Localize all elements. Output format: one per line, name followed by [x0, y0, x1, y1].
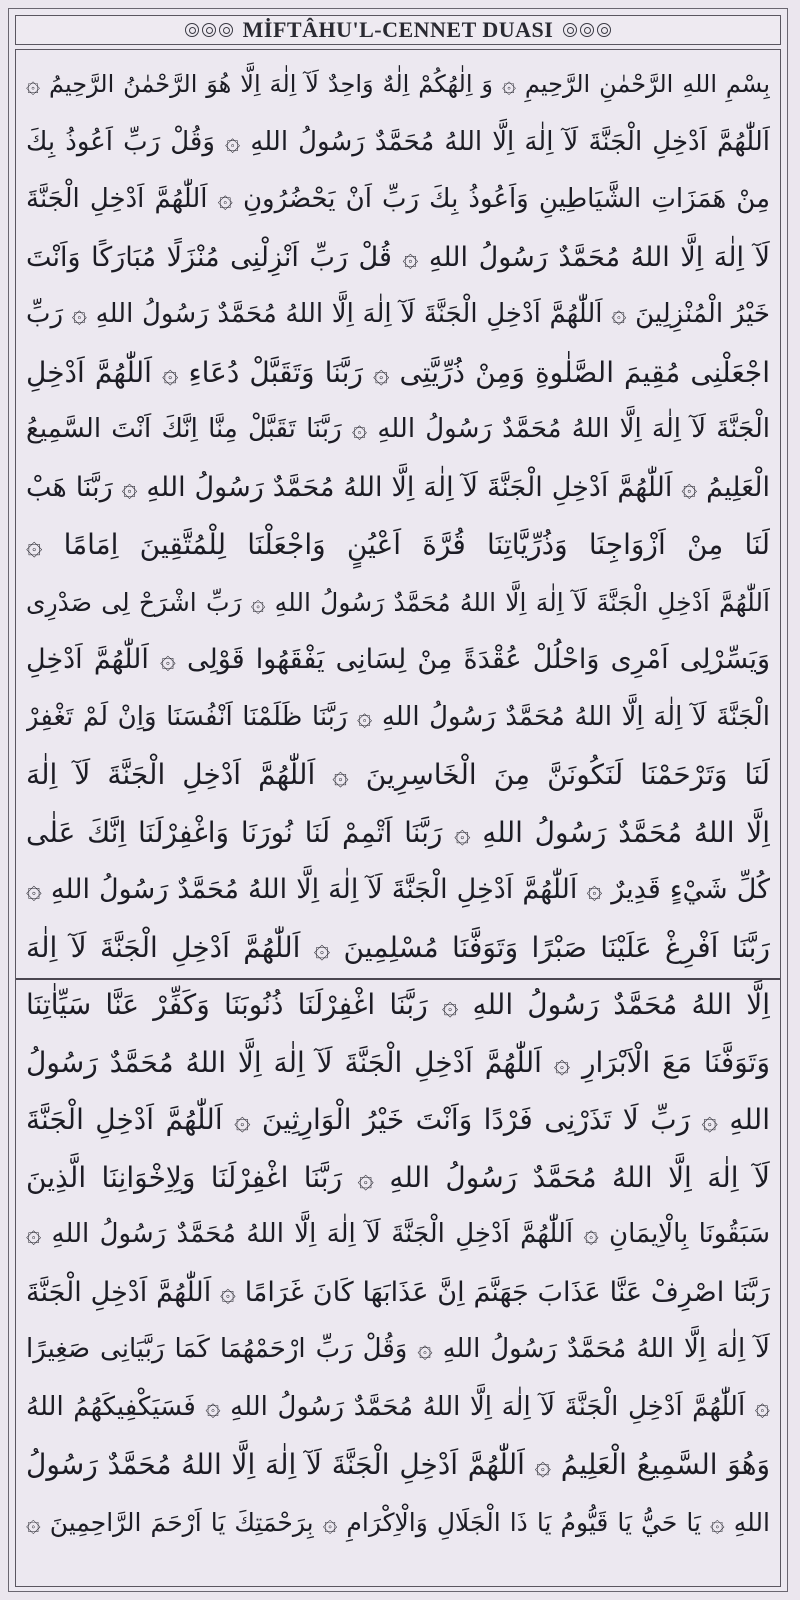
prayer-line: لَآ اِلٰهَ اِلَّا اللهُ مُحَمَّدٌ رَسُولُ اللهِ ۞ قُلْ رَبِّ اَنْزِلْنِى مُنْزَلًا مُبَارَكًا وَاَنْتَ: [26, 241, 770, 273]
prayer-line: سَبَقُونَا بِالْاِيمَانِ ۞ اَللّٰهُمَّ اَدْخِلِ الْجَنَّةَ لَآ اِلٰهَ اِلَّا اللهُ مُحَمَّدٌ رَسُولُ اللهِ ۞: [26, 1219, 770, 1249]
prayer-line: لَنَا مِنْ اَزْوَاجِنَا وَذُرِّيَّاتِنَا قُرَّةَ اَعْيُنٍ وَاجْعَلْنَا لِلْمُتَّقِينَ اِمَامًا ۞: [26, 528, 770, 561]
prayer-line: اَللّٰهُمَّ اَدْخِلِ الْجَنَّةَ لَآ اِلٰهَ اِلَّا اللهُ مُحَمَّدٌ رَسُولُ اللهِ ۞ رَبِّ اشْرَحْ لِى صَدْرِى: [26, 587, 770, 617]
rosette-icon: [563, 23, 577, 37]
prayer-line: اللهِ ۞ رَبِّ لَا تَذَرْنِى فَرْدًا وَاَنْتَ خَيْرُ الْوَارِثِينَ ۞ اَللّٰهُمَّ اَدْخِلِ الْجَنَّةَ: [26, 1103, 770, 1136]
rosette-icon: [219, 23, 233, 37]
prayer-line: مِنْ هَمَزَاتِ الشَّيَاطِينِ وَاَعُوذُ بِكَ رَبِّ اَنْ يَحْضُرُونِ ۞ اَللّٰهُمَّ اَدْخِلِ الْجَنَّةَ: [26, 184, 770, 214]
prayer-line: لَنَا وَتَرْحَمْنَا لَنَكُونَنَّ مِنَ الْخَاسِرِينَ ۞ اَللّٰهُمَّ اَدْخِلِ الْجَنَّةَ لَآ اِلٰهَ: [26, 758, 770, 791]
prayer-line: لَآ اِلٰهَ اِلَّا اللهُ مُحَمَّدٌ رَسُولُ اللهِ ۞ وَقُلْ رَبِّ ارْحَمْهُمَا كَمَا رَبَّيَانِى صَغِيرًا: [26, 1334, 770, 1364]
prayer-line: اجْعَلْنِى مُقِيمَ الصَّلٰوةِ وَمِنْ ذُرِّيَّتِى ۞ رَبَّنَا وَتَقَبَّلْ دُعَاءِ ۞ اَللّٰهُمَّ اَدْخِلِ: [26, 355, 770, 389]
prayer-line: بِسْمِ اللهِ الرَّحْمٰنِ الرَّحِيمِ ۞ وَ اِلٰهُكُمْ اِلٰهٌ وَاحِدٌ لَآ اِلٰهَ اِلَّا هُوَ الرَّحْمٰنُ الرَّحِيمُ ۞: [26, 70, 770, 98]
prayer-line: خَيْرُ الْمُنْزِلِينَ ۞ اَللّٰهُمَّ اَدْخِلِ الْجَنَّةَ لَآ اِلٰهَ اِلَّا اللهُ مُحَمَّدٌ رَسُولُ اللهِ ۞ رَبِّ: [26, 299, 770, 329]
prayer-line: وَهُوَ السَّمِيعُ الْعَلِيمُ ۞ اَللّٰهُمَّ اَدْخِلِ الْجَنَّةَ لَآ اِلٰهَ اِلَّا اللهُ مُحَمَّدٌ رَسُولُ: [26, 1448, 770, 1481]
left-ornaments: [185, 23, 233, 37]
prayer-line: ۞ اَللّٰهُمَّ اَدْخِلِ الْجَنَّةَ لَآ اِلٰهَ اِلَّا اللهُ مُحَمَّدٌ رَسُولُ اللهِ ۞ فَسَيَكْفِيكَهُمُ اللهُ: [26, 1391, 770, 1422]
prayer-line: اَللّٰهُمَّ اَدْخِلِ الْجَنَّةَ لَآ اِلٰهَ اِلَّا اللهُ مُحَمَّدٌ رَسُولُ اللهِ ۞ وَقُلْ رَبِّ اَعُوذُ بِكَ: [26, 126, 770, 157]
rosette-icon: [597, 23, 611, 37]
prayer-page: [8, 8, 788, 1592]
prayer-line: وَيَسِّرْلِى اَمْرِى وَاحْلُلْ عُقْدَةً مِنْ لِسَانِى يَفْقَهُوا قَوْلِى ۞ اَللّٰهُمَّ اَدْخِلِ: [26, 644, 770, 675]
prayer-line: اِلَّا اللهُ مُحَمَّدٌ رَسُولُ اللهِ ۞ رَبَّنَا اَتْمِمْ لَنَا نُورَنَا وَاغْفِرْلَنَا اِنَّكَ عَلٰى: [26, 815, 770, 849]
prayer-text-frame: [15, 49, 781, 1587]
prayer-line: الْجَنَّةَ لَآ اِلٰهَ اِلَّا اللهُ مُحَمَّدٌ رَسُولُ اللهِ ۞ رَبَّنَا ظَلَمْنَا اَنْفُسَنَا وَاِنْ لَمْ تَغْفِرْ: [26, 701, 770, 732]
prayer-text: [26, 56, 770, 1551]
rosette-icon: [202, 23, 216, 37]
prayer-line: وَتَوَفَّنَا مَعَ الْاَبْرَارِ ۞ اَللّٰهُمَّ اَدْخِلِ الْجَنَّةَ لَآ اِلٰهَ اِلَّا اللهُ مُحَمَّدٌ رَسُولُ: [26, 1045, 770, 1079]
prayer-line: الْعَلِيمُ ۞ اَللّٰهُمَّ اَدْخِلِ الْجَنَّةَ لَآ اِلٰهَ اِلَّا اللهُ مُحَمَّدٌ رَسُولُ اللهِ ۞ رَبَّنَا هَبْ: [26, 471, 770, 503]
rosette-icon: [580, 23, 594, 37]
page-title: MİFTÂHU'L-CENNET DUASI: [242, 17, 554, 42]
right-ornaments: [563, 23, 611, 37]
title-bar: [15, 15, 781, 45]
prayer-line: رَبَّنَا اَفْرِغْ عَلَيْنَا صَبْرًا وَتَوَفَّنَا مُسْلِمِينَ ۞ اَللّٰهُمَّ اَدْخِلِ الْجَنَّةَ لَآ اِلٰهَ: [26, 930, 770, 964]
prayer-line: كُلِّ شَيْءٍ قَدِيرٌ ۞ اَللّٰهُمَّ اَدْخِلِ الْجَنَّةَ لَآ اِلٰهَ اِلَّا اللهُ مُحَمَّدٌ رَسُولُ اللهِ ۞: [26, 874, 770, 905]
prayer-line: لَآ اِلٰهَ اِلَّا اللهُ مُحَمَّدٌ رَسُولُ اللهِ ۞ رَبَّنَا اغْفِرْلَنَا وَلِاِخْوَانِنَا الَّذِينَ: [26, 1160, 770, 1194]
prayer-line: اِلَّا اللهُ مُحَمَّدٌ رَسُولُ اللهِ ۞ رَبَّنَا اغْفِرْلَنَا ذُنُوبَنَا وَكَفِّرْ عَنَّا سَيِّاٰتِنَا: [26, 988, 770, 1021]
prayer-line: رَبَّنَا اصْرِفْ عَنَّا عَذَابَ جَهَنَّمَ اِنَّ عَذَابَهَا كَانَ غَرَامًا ۞ اَللّٰهُمَّ اَدْخِلِ الْجَنَّةَ: [26, 1276, 770, 1308]
prayer-line: الْجَنَّةَ لَآ اِلٰهَ اِلَّا اللهُ مُحَمَّدٌ رَسُولُ اللهِ ۞ رَبَّنَا تَقَبَّلْ مِنَّا اِنَّكَ اَنْتَ السَّمِيعُ: [26, 414, 770, 444]
rosette-icon: [185, 23, 199, 37]
prayer-line: اللهِ ۞ يَا حَيُّ يَا قَيُّومُ يَا ذَا الْجَلَالِ وَالْاِكْرَامِ ۞ بِرَحْمَتِكَ يَا اَرْحَمَ الرَّاحِمِينَ ۞: [26, 1507, 770, 1537]
